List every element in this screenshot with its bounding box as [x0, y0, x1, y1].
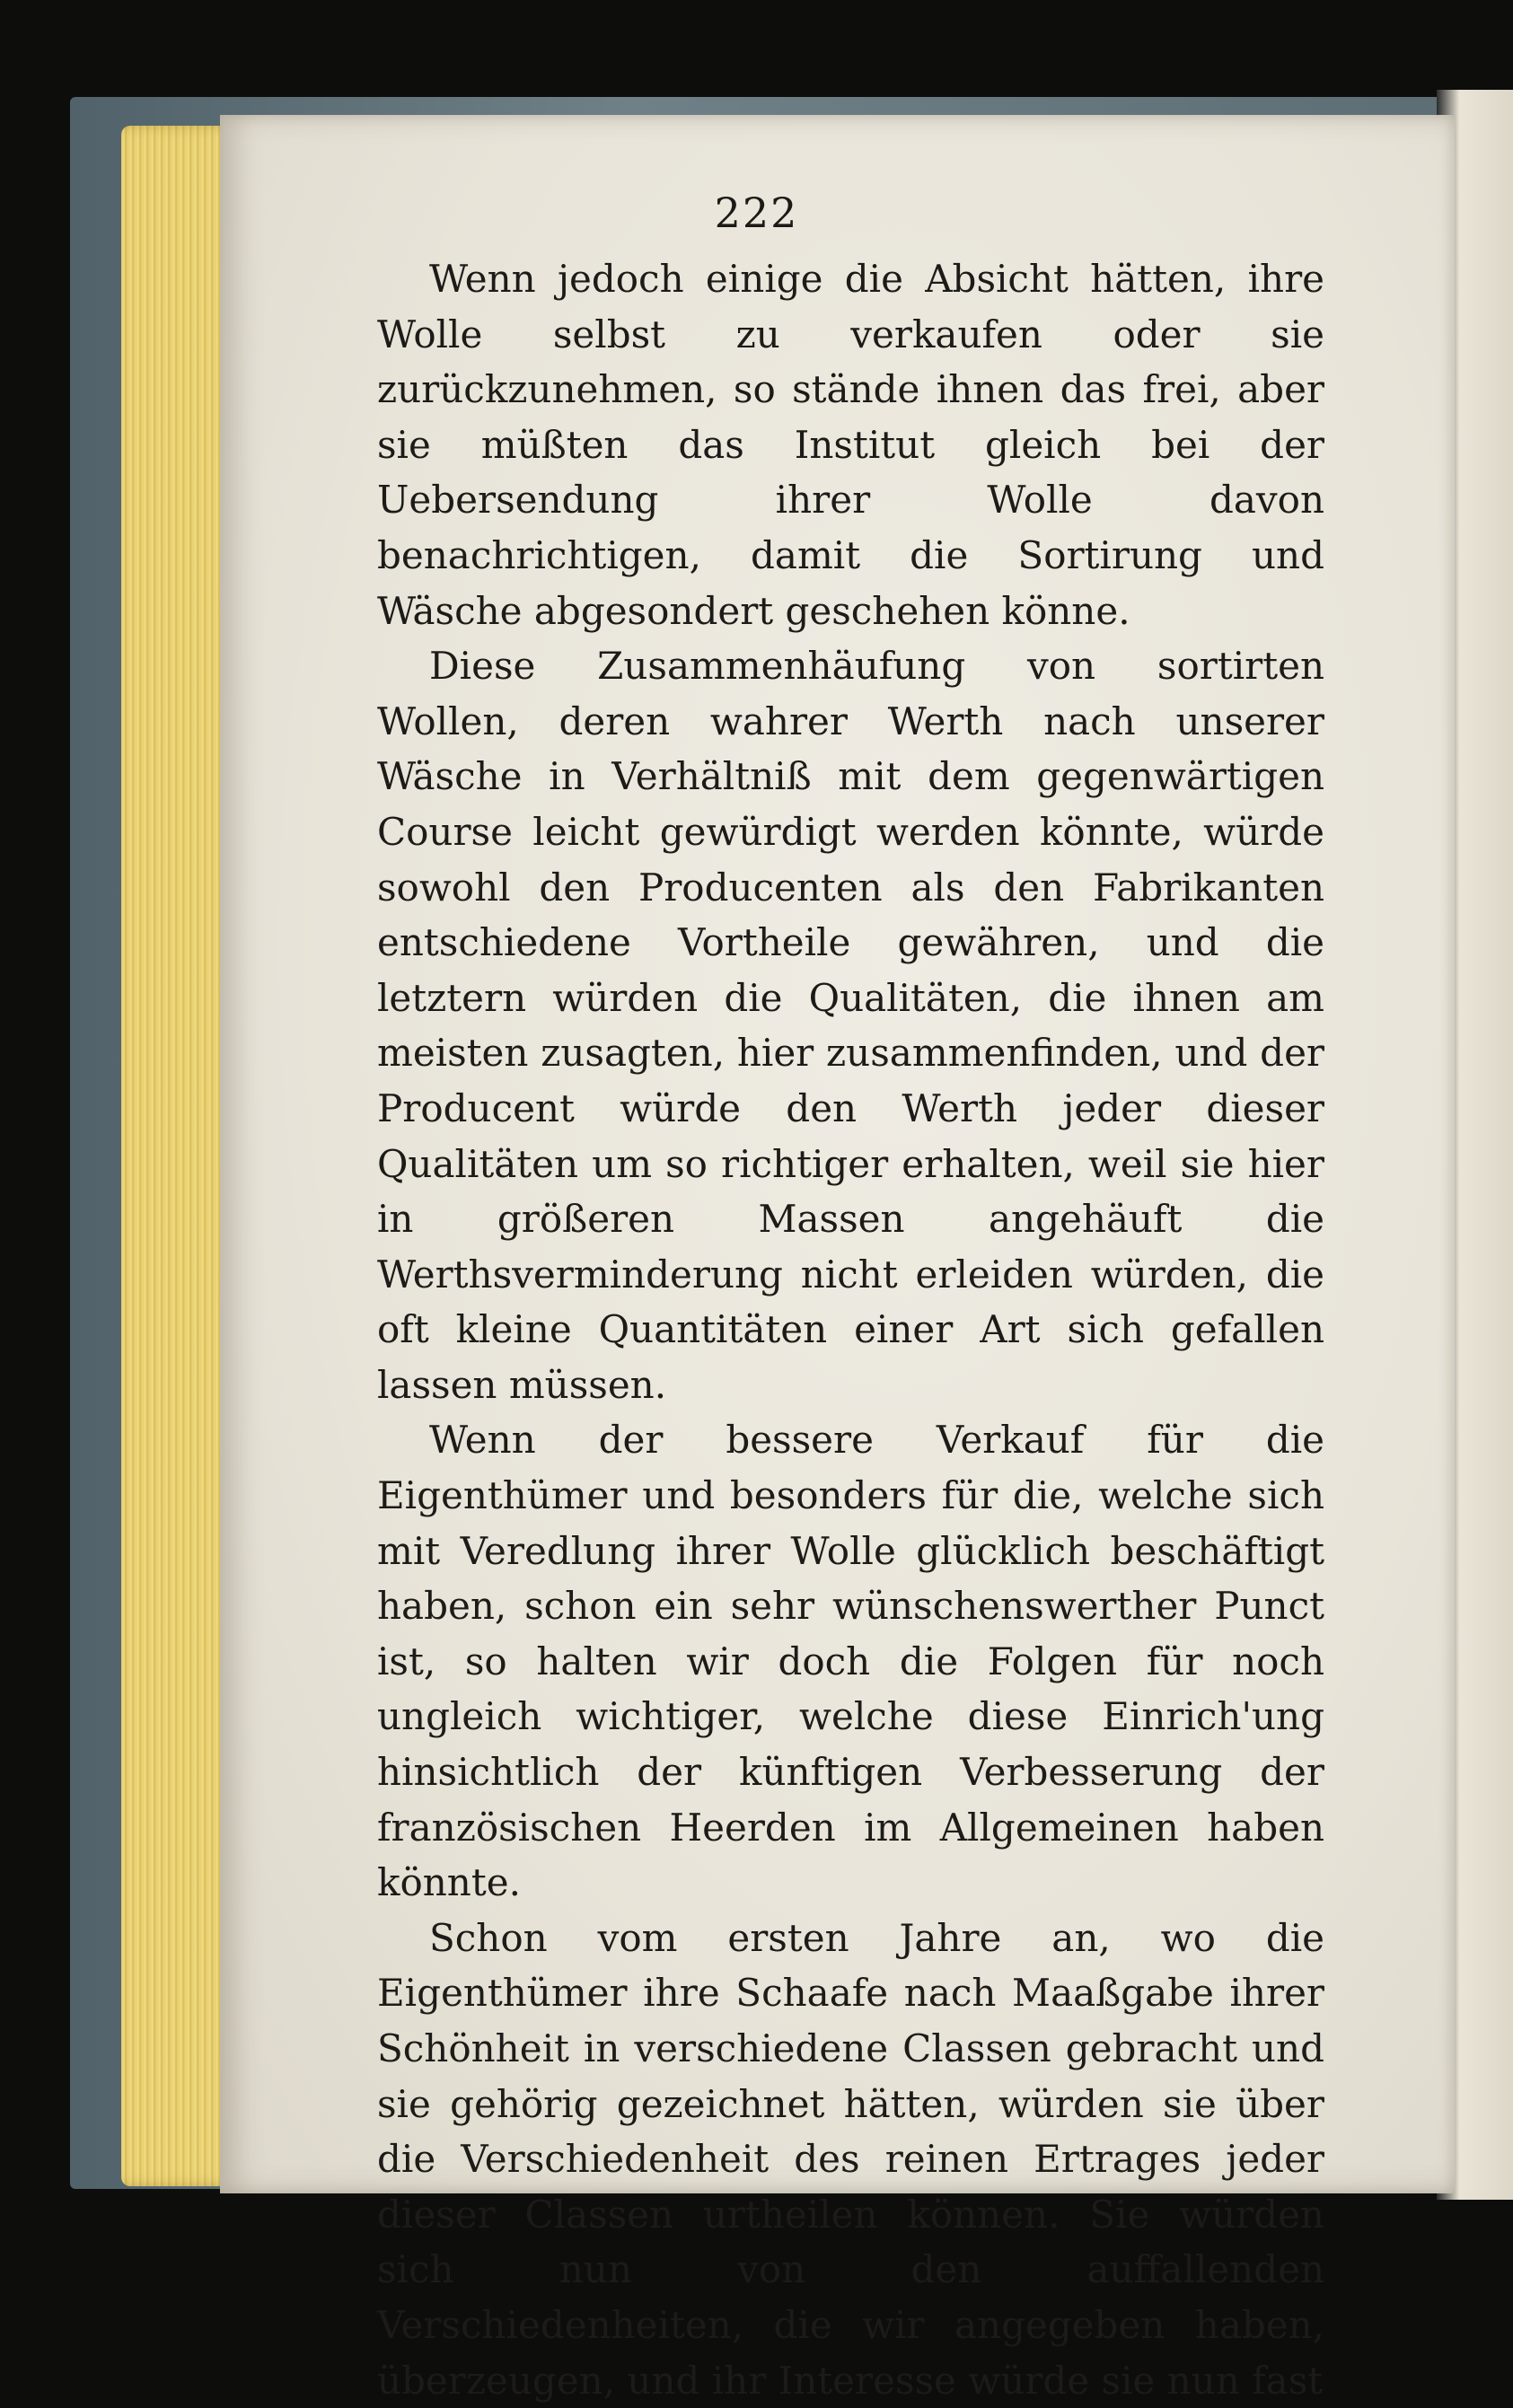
paragraph: Schon vom ersten Jahre an, wo die Eigenthümer ihre Schaafe nach Maaßgabe ihrer Schönheit in verschiedene Classen gebracht und sie gehörig gezeichnet hätten, würden sie über die Verschiedenheit des reinen Ertrages jeder dieser Classen urtheilen können. Sie würden sich nun von den auffallenden Verschiedenheiten, die wir angegeben haben, überzeugen, und ihr Interesse würde sie nun fast [377, 1915, 1324, 2403]
body-text [377, 251, 1324, 2408]
page-number: 222 [714, 189, 799, 237]
paragraph: Wenn der bessere Verkauf für die Eigenthümer und besonders für die, welche sich mit Veredlung ihrer Wolle glücklich beschäftigt haben, schon ein sehr wünschenswerther Punct ist, so halten wir doch die Folgen für noch ungleich wichtiger, welche diese Einrich'ung hinsichtlich der künftigen Verbesserung der französischen Heerden im Allgemeinen haben könnte. [377, 1418, 1324, 1905]
paragraph: Wenn jedoch einige die Absicht hätten, ihre Wolle selbst zu verkaufen oder sie zurückzunehmen, so stände ihnen das frei, aber sie müßten das Institut gleich bei der Uebersendung ihrer Wolle davon benachrichtigen, damit die Sortirung und Wäsche abgesondert geschehen könne. [377, 257, 1324, 633]
paragraph: Diese Zusammenhäufung von sortirten Wollen, deren wahrer Werth nach unserer Wäsche in Verhältniß mit dem gegenwärtigen Course leicht gewürdigt werden könnte, würde sowohl den Producenten als den Fabrikanten entschiedene Vortheile gewähren, und die letztern würden die Qualitäten, die ihnen am meisten zusagten, hier zusammenfinden, und der Producent würde den Werth jeder dieser Qualitäten um so richtiger erhalten, weil sie hier in größeren Massen angehäuft die Werthsverminderung nicht erleiden würden, die oft kleine Quantitäten einer Art sich gefallen lassen müssen. [377, 644, 1324, 1407]
